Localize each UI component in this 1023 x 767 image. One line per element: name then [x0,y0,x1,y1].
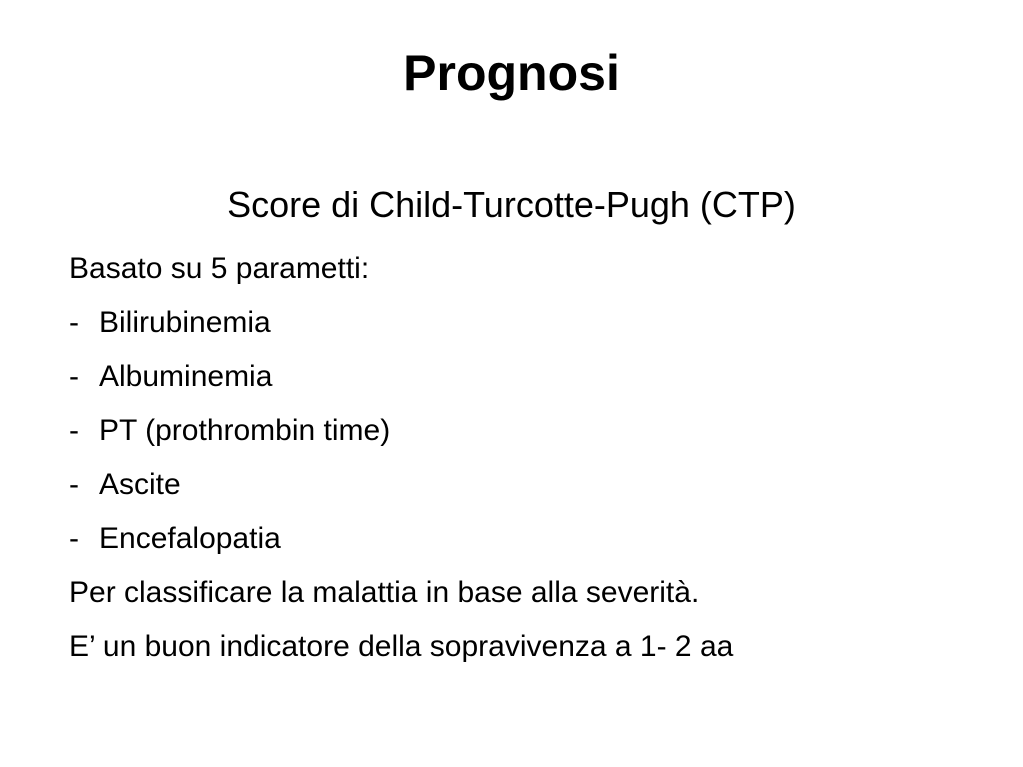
bullet-marker: - [69,522,79,555]
list-item-label: Encefalopatia [99,522,281,555]
list-item-label: Bilirubinemia [99,306,271,339]
bullet-marker: - [69,360,79,393]
list-item [69,518,969,572]
slide-body [69,248,969,680]
list-item-label: Albuminemia [99,360,273,393]
bullet-marker: - [69,468,79,501]
intro-text: Basato su 5 parametti: [69,252,370,285]
list-item [69,356,969,410]
slide-title: Prognosi [403,45,620,101]
list-item-label: PT (prothrombin time) [99,414,391,447]
list-item [69,464,969,518]
bullet-marker: - [69,414,79,447]
note-text: E’ un buon indicatore della sopravivenza a 1- 2 aa [69,630,734,663]
list-item [69,302,969,356]
list-item [69,410,969,464]
slide-subtitle: Score di Child-Turcotte-Pugh (CTP) [227,184,796,225]
note-text: Per classificare la malattia in base alla severità. [69,576,700,609]
list-item-label: Ascite [99,468,181,501]
bullet-marker: - [69,306,79,339]
